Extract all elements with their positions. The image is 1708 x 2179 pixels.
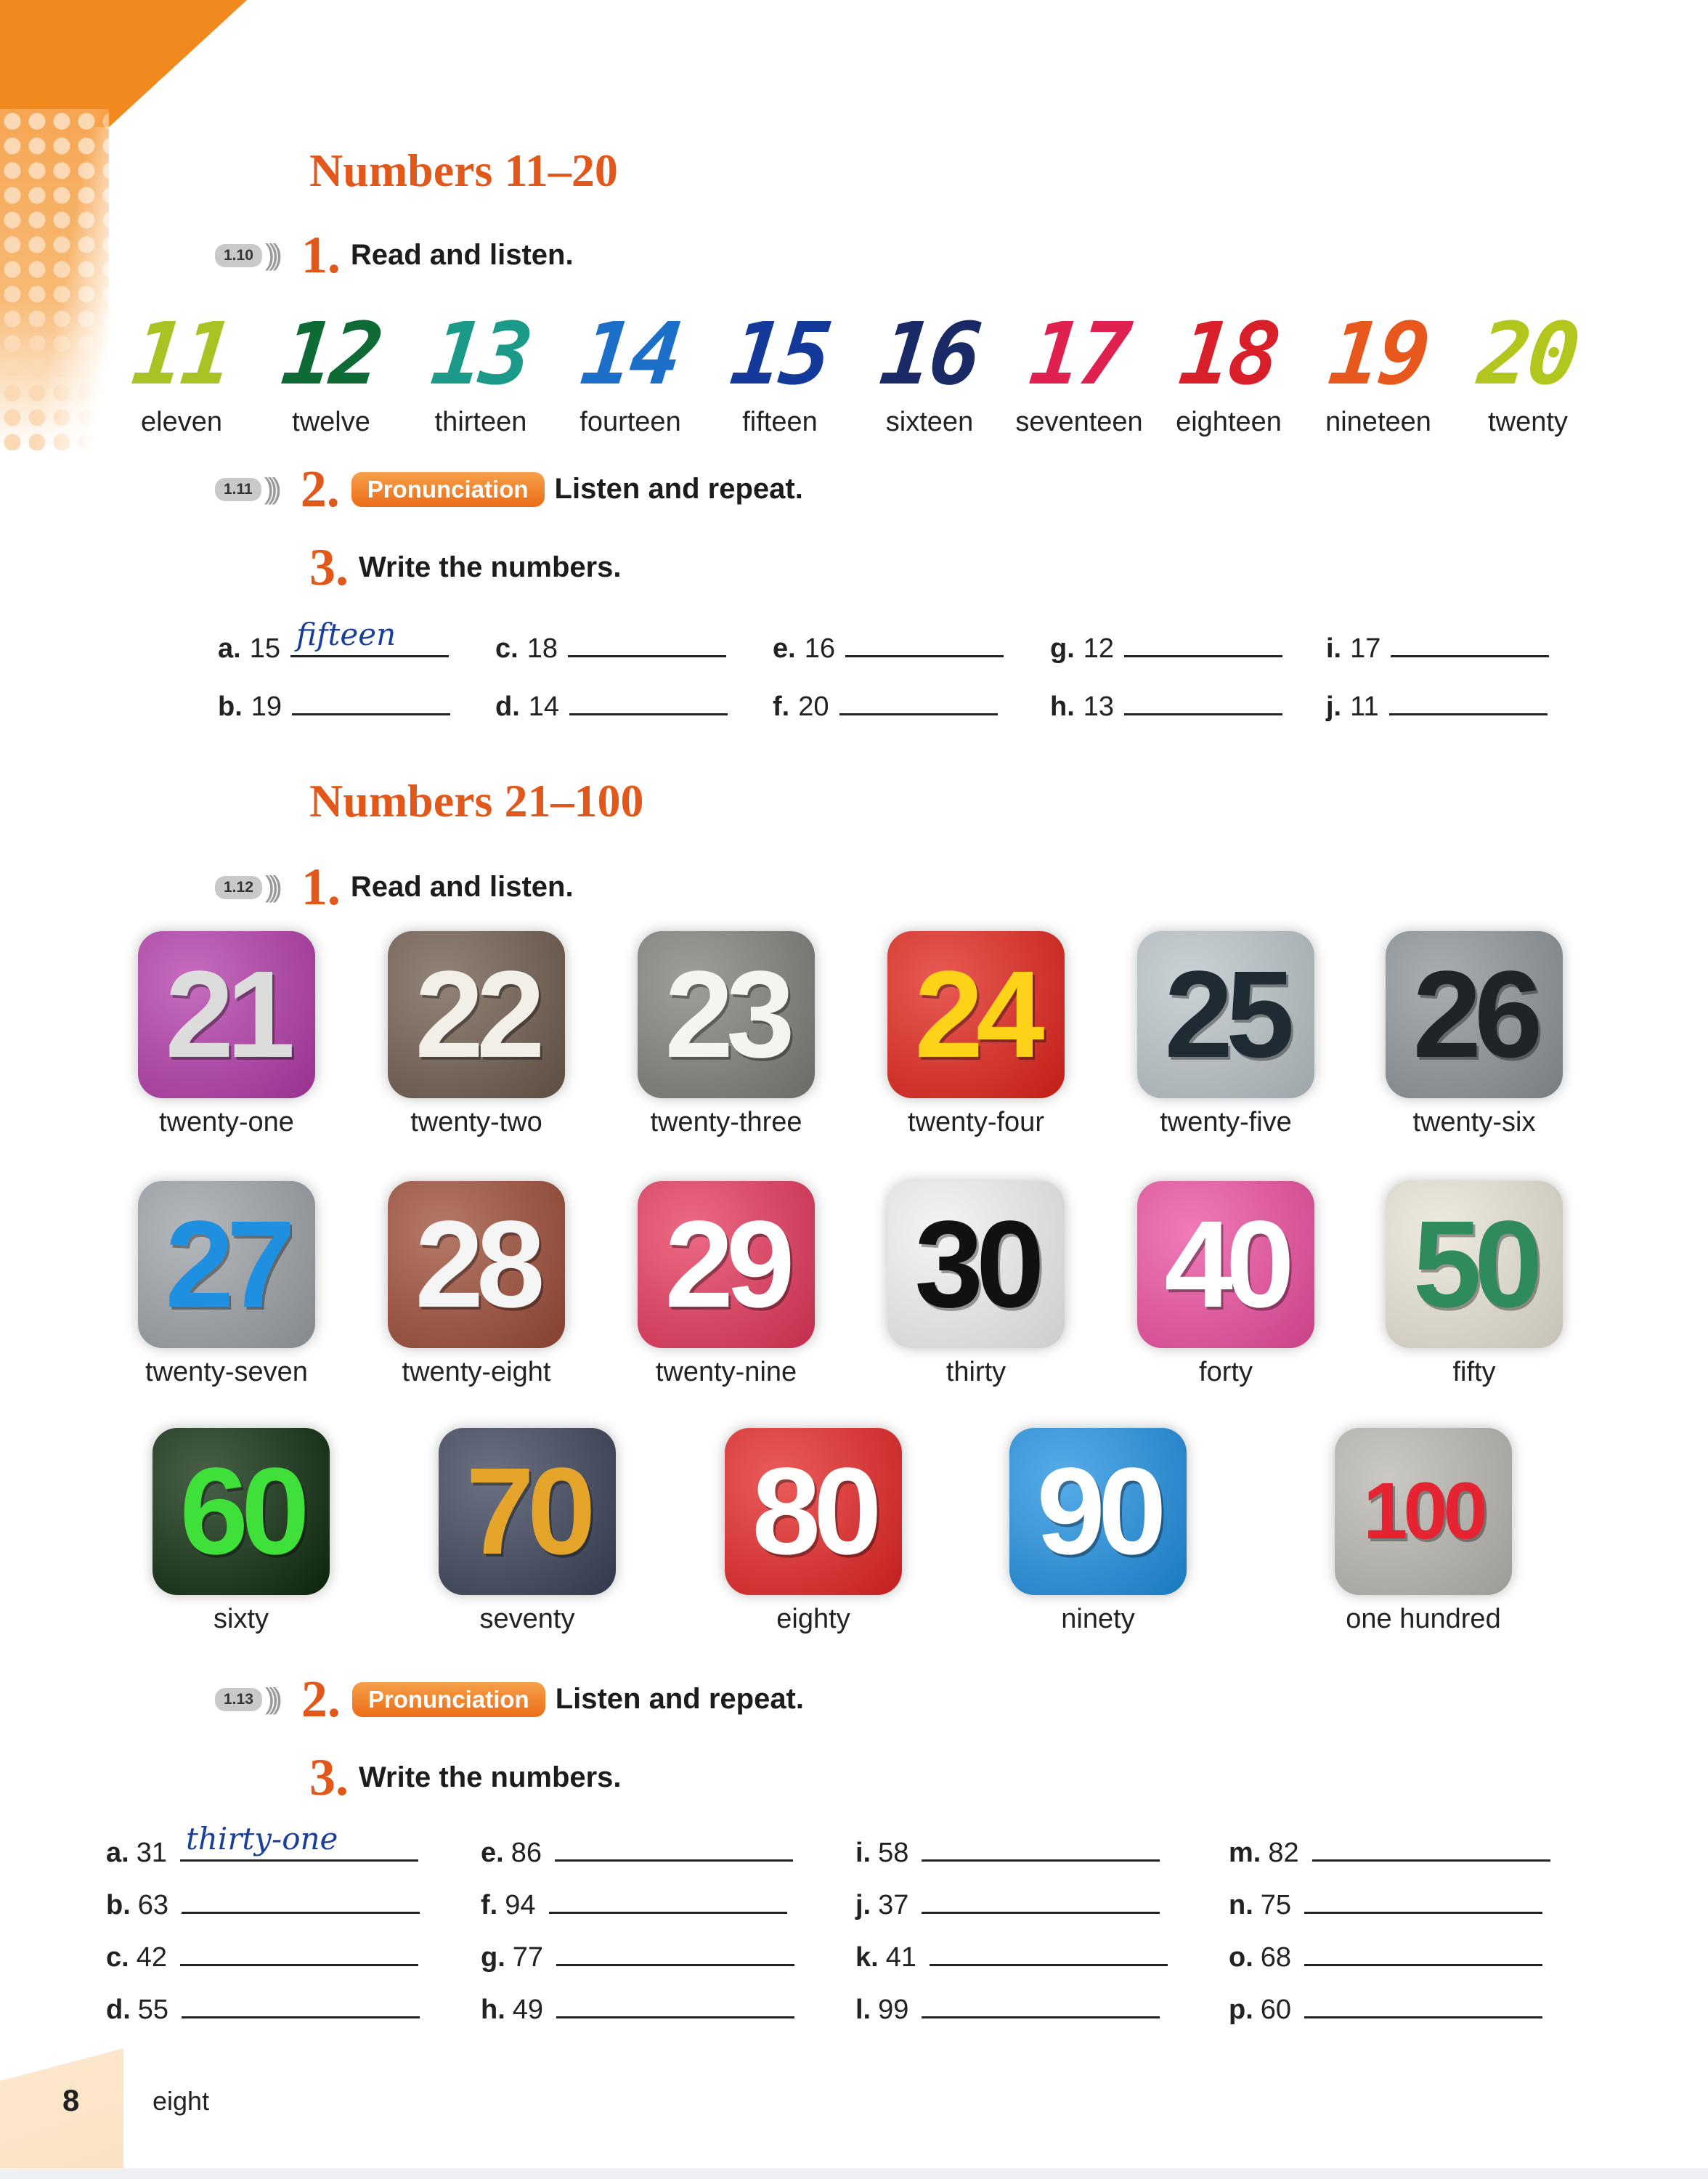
- item-number: 20: [798, 691, 829, 722]
- number-photo-27: [138, 1181, 315, 1348]
- item-number: 19: [251, 691, 282, 722]
- photo-number: 28: [415, 1196, 538, 1334]
- digital-number: 17: [1025, 304, 1134, 404]
- write-item: [773, 684, 998, 723]
- number-photo-26: [1386, 931, 1563, 1098]
- write-item: [481, 1987, 794, 2026]
- answer-line[interactable]: [556, 1987, 794, 2018]
- answer-line[interactable]: [555, 1830, 793, 1862]
- exercise-number: 2.: [300, 460, 340, 518]
- digital-number: 13: [426, 304, 535, 404]
- number-card-fourteen: [558, 304, 703, 438]
- number-photo-29: [638, 1181, 815, 1348]
- item-letter: e.: [773, 633, 796, 664]
- exercise-number: 1.: [301, 858, 341, 916]
- item-number: 16: [804, 633, 835, 664]
- answer-line[interactable]: [1304, 1987, 1542, 2018]
- answer-line[interactable]: [182, 1987, 420, 2018]
- answer-line[interactable]: [930, 1935, 1168, 1966]
- item-letter: c.: [495, 633, 518, 664]
- exercise-instruction: Listen and repeat.: [554, 473, 803, 505]
- write-item: [1050, 626, 1282, 665]
- photo-number: 50: [1412, 1196, 1536, 1334]
- number-word: thirteen: [434, 407, 527, 437]
- number-word: twenty-eight: [402, 1357, 551, 1387]
- item-number: 11: [1350, 691, 1379, 722]
- write-item: [495, 626, 726, 665]
- item-number: 55: [137, 1995, 169, 2025]
- item-letter: d.: [106, 1995, 131, 2025]
- number-word: nineteen: [1325, 407, 1431, 437]
- item-letter: h.: [481, 1995, 505, 2025]
- dot-pattern-decoration: [0, 109, 109, 450]
- write-item: [218, 684, 450, 723]
- number-photo-25: [1137, 931, 1314, 1098]
- photo-number: 22: [415, 946, 538, 1084]
- number-card-twenty: [1455, 304, 1601, 438]
- handwritten-answer: fifteen: [296, 617, 396, 652]
- answer-line[interactable]: [922, 1830, 1160, 1862]
- number-word: seventeen: [1015, 407, 1143, 437]
- item-number: 37: [878, 1890, 909, 1920]
- speaker-waves-icon: ))): [264, 473, 276, 505]
- answer-line[interactable]: [290, 617, 449, 657]
- exercise-number: 2.: [301, 1670, 341, 1728]
- audio-track-button[interactable]: [215, 473, 276, 506]
- photo-number: 30: [914, 1196, 1038, 1334]
- pronunciation-badge: Pronunciation: [352, 1682, 545, 1717]
- item-letter: i.: [855, 1838, 871, 1868]
- answer-line[interactable]: [845, 626, 1004, 657]
- page-edge: [0, 2168, 1708, 2179]
- audio-track-number: 1.13: [215, 1688, 262, 1711]
- speaker-waves-icon: ))): [264, 239, 277, 271]
- answer-line[interactable]: [180, 1821, 418, 1862]
- number-word: fourteen: [580, 407, 681, 437]
- item-letter: f.: [773, 691, 790, 722]
- item-number: 77: [512, 1942, 544, 1973]
- number-card-seventeen: [1006, 304, 1152, 438]
- answer-line[interactable]: [839, 684, 998, 715]
- item-number: 15: [249, 633, 280, 664]
- number-word: twenty: [1488, 407, 1568, 437]
- page-number-word: eight: [152, 2086, 210, 2116]
- photo-number: 23: [664, 946, 788, 1084]
- write-item: [481, 1883, 787, 1921]
- answer-line[interactable]: [1389, 684, 1548, 715]
- item-number: 99: [878, 1995, 909, 2025]
- number-word: twenty-five: [1160, 1107, 1292, 1137]
- item-letter: j.: [1326, 691, 1342, 722]
- number-word: sixty: [214, 1604, 269, 1634]
- item-letter: l.: [855, 1995, 871, 2025]
- item-letter: o.: [1229, 1942, 1253, 1973]
- item-number: 82: [1268, 1838, 1299, 1868]
- item-number: 18: [526, 633, 558, 664]
- item-number: 17: [1350, 633, 1381, 664]
- photo-number: 25: [1164, 946, 1288, 1084]
- number-word: forty: [1199, 1357, 1253, 1387]
- digital-number: 16: [875, 304, 984, 404]
- photo-number: 100: [1363, 1466, 1484, 1556]
- answer-line[interactable]: [180, 1935, 418, 1966]
- answer-line[interactable]: [556, 1935, 794, 1966]
- photo-number: 26: [1412, 946, 1536, 1084]
- write-item: [1050, 684, 1282, 723]
- item-number: 94: [505, 1890, 536, 1920]
- item-letter: k.: [855, 1942, 879, 1973]
- exercise-number: 3.: [309, 1748, 349, 1806]
- number-card-eighteen: [1156, 304, 1301, 438]
- exercise-number: 1.: [301, 226, 341, 284]
- write-item: [495, 684, 728, 723]
- answer-line[interactable]: [1391, 626, 1549, 657]
- write-item: [855, 1883, 1160, 1921]
- write-item: [855, 1830, 1160, 1869]
- number-card-thirteen: [408, 304, 553, 438]
- number-photo-22: [388, 931, 565, 1098]
- item-number: 75: [1260, 1890, 1292, 1920]
- item-number: 12: [1083, 633, 1115, 664]
- item-number: 60: [1260, 1995, 1292, 2025]
- exercise-2-pronunciation: [215, 459, 803, 519]
- page-number: 8: [62, 2083, 80, 2117]
- write-item: [1229, 1830, 1550, 1869]
- item-letter: a.: [106, 1838, 129, 1868]
- exercise-instruction: Write the numbers.: [359, 1761, 622, 1793]
- item-letter: c.: [106, 1942, 129, 1973]
- item-number: 42: [136, 1942, 167, 1973]
- exercise-1-read-listen: [215, 225, 574, 285]
- item-letter: g.: [481, 1942, 505, 1973]
- number-word: twelve: [292, 407, 370, 437]
- write-item: [106, 1821, 418, 1869]
- digital-number: 20: [1473, 304, 1582, 404]
- number-word: thirty: [946, 1357, 1006, 1387]
- exercise-3-write: [309, 537, 622, 598]
- photo-number: 29: [664, 1196, 788, 1334]
- number-word: fifteen: [742, 407, 818, 437]
- write-item: [1229, 1883, 1542, 1921]
- write-item: [481, 1935, 794, 1973]
- write-item: [218, 617, 449, 665]
- digital-number: 12: [277, 304, 386, 404]
- footer-decoration: [0, 2048, 123, 2179]
- number-word: seventy: [479, 1604, 575, 1634]
- number-word: twenty-seven: [145, 1357, 308, 1387]
- answer-line[interactable]: [569, 684, 728, 715]
- number-photo-28: [388, 1181, 565, 1348]
- number-photo-30: [887, 1181, 1065, 1348]
- answer-line[interactable]: [568, 626, 726, 657]
- write-item: [106, 1935, 418, 1973]
- item-letter: i.: [1326, 633, 1342, 664]
- item-number: 86: [511, 1838, 542, 1868]
- answer-line[interactable]: [1124, 626, 1282, 657]
- speaker-waves-icon: ))): [264, 1683, 277, 1715]
- answer-line[interactable]: [1124, 684, 1282, 715]
- write-item: [1326, 626, 1549, 665]
- write-item: [855, 1935, 1168, 1973]
- number-card-fifteen: [707, 304, 853, 438]
- exercise-3-write: [309, 1748, 622, 1808]
- audio-track-button[interactable]: [215, 239, 277, 272]
- item-letter: p.: [1229, 1995, 1253, 2025]
- answer-line[interactable]: [549, 1883, 787, 1914]
- corner-decoration: [0, 0, 109, 127]
- audio-track-number: 1.10: [215, 244, 262, 267]
- exercise-1-read-listen: [215, 857, 574, 917]
- number-photo-60: [152, 1428, 330, 1595]
- answer-line[interactable]: [182, 1883, 420, 1914]
- audio-track-button[interactable]: [215, 1683, 277, 1716]
- item-number: 63: [137, 1890, 169, 1920]
- audio-track-button[interactable]: [215, 871, 277, 904]
- photo-number: 90: [1036, 1442, 1160, 1581]
- write-item: [1326, 684, 1548, 723]
- photo-number: 40: [1164, 1196, 1288, 1334]
- item-letter: h.: [1050, 691, 1075, 722]
- number-photo-23: [638, 931, 815, 1098]
- item-letter: b.: [218, 691, 243, 722]
- photo-number: 60: [179, 1442, 303, 1581]
- handwritten-answer: thirty-one: [185, 1821, 338, 1857]
- number-photo-50: [1386, 1181, 1563, 1348]
- number-word: sixteen: [885, 407, 974, 437]
- number-word: fifty: [1452, 1357, 1496, 1387]
- answer-line[interactable]: [292, 684, 450, 715]
- item-number: 58: [878, 1838, 909, 1868]
- section-title-21-100: Numbers 21–100: [309, 775, 644, 827]
- number-word: twenty-three: [650, 1107, 802, 1137]
- write-item: [106, 1883, 420, 1921]
- photo-number: 80: [752, 1442, 875, 1581]
- exercise-number: 3.: [309, 538, 349, 596]
- number-word: eleven: [141, 407, 222, 437]
- number-word: eighty: [776, 1604, 850, 1634]
- number-photo-100: [1335, 1428, 1512, 1595]
- item-number: 14: [528, 691, 560, 722]
- item-letter: f.: [481, 1890, 498, 1920]
- photo-number: 21: [165, 946, 288, 1084]
- item-letter: d.: [495, 691, 520, 722]
- item-number: 68: [1260, 1942, 1292, 1973]
- number-word: ninety: [1061, 1604, 1135, 1634]
- speaker-waves-icon: ))): [264, 871, 277, 903]
- number-photo-70: [439, 1428, 616, 1595]
- answer-line[interactable]: [922, 1883, 1160, 1914]
- item-number: 41: [885, 1942, 916, 1973]
- number-photo-21: [138, 931, 315, 1098]
- number-photo-90: [1009, 1428, 1187, 1595]
- write-item: [855, 1987, 1160, 2026]
- digital-number: 15: [725, 304, 834, 404]
- answer-line[interactable]: [922, 1987, 1160, 2018]
- item-letter: e.: [481, 1838, 504, 1868]
- write-item: [481, 1830, 793, 1869]
- number-photo-80: [725, 1428, 902, 1595]
- number-word: twenty-two: [410, 1107, 542, 1137]
- number-word: one hundred: [1346, 1604, 1501, 1634]
- digital-number: 11: [127, 304, 236, 404]
- item-letter: a.: [218, 633, 241, 664]
- answer-line[interactable]: [1304, 1935, 1542, 1966]
- section-title-11-20: Numbers 11–20: [309, 145, 618, 196]
- digital-number: 19: [1324, 304, 1433, 404]
- photo-number: 24: [914, 946, 1038, 1084]
- item-number: 31: [136, 1838, 167, 1868]
- item-number: 13: [1083, 691, 1115, 722]
- number-photo-24: [887, 931, 1065, 1098]
- item-letter: m.: [1229, 1838, 1261, 1868]
- item-letter: n.: [1229, 1890, 1253, 1920]
- item-letter: j.: [855, 1890, 871, 1920]
- number-word: eighteen: [1176, 407, 1282, 437]
- pronunciation-badge: Pronunciation: [351, 472, 545, 507]
- write-item: [106, 1987, 420, 2026]
- number-card-sixteen: [857, 304, 1002, 438]
- number-word: twenty-four: [908, 1107, 1044, 1137]
- audio-track-number: 1.11: [215, 478, 261, 501]
- number-photo-40: [1137, 1181, 1314, 1348]
- exercise-instruction: Read and listen.: [350, 239, 574, 271]
- item-letter: b.: [106, 1890, 131, 1920]
- item-letter: g.: [1050, 633, 1075, 664]
- digital-number: 18: [1174, 304, 1283, 404]
- answer-line[interactable]: [1304, 1883, 1542, 1914]
- photo-number: 27: [165, 1196, 288, 1334]
- exercise-instruction: Write the numbers.: [359, 551, 622, 583]
- item-number: 49: [512, 1995, 544, 2025]
- number-word: twenty-one: [159, 1107, 294, 1137]
- corner-decoration-slant: [109, 0, 247, 127]
- write-item: [1229, 1987, 1542, 2026]
- write-item: [773, 626, 1004, 665]
- number-card-eleven: [109, 304, 254, 438]
- write-item: [1229, 1935, 1542, 1973]
- number-word: twenty-six: [1412, 1107, 1536, 1137]
- audio-track-number: 1.12: [215, 876, 262, 899]
- digital-number: 14: [576, 304, 685, 404]
- exercise-instruction: Read and listen.: [350, 871, 574, 903]
- photo-number: 70: [465, 1442, 589, 1581]
- number-card-twelve: [259, 304, 404, 438]
- exercise-2-pronunciation: [215, 1669, 804, 1729]
- number-card-nineteen: [1306, 304, 1451, 438]
- number-word: twenty-nine: [655, 1357, 797, 1387]
- exercise-instruction: Listen and repeat.: [555, 1683, 804, 1715]
- answer-line[interactable]: [1312, 1830, 1550, 1862]
